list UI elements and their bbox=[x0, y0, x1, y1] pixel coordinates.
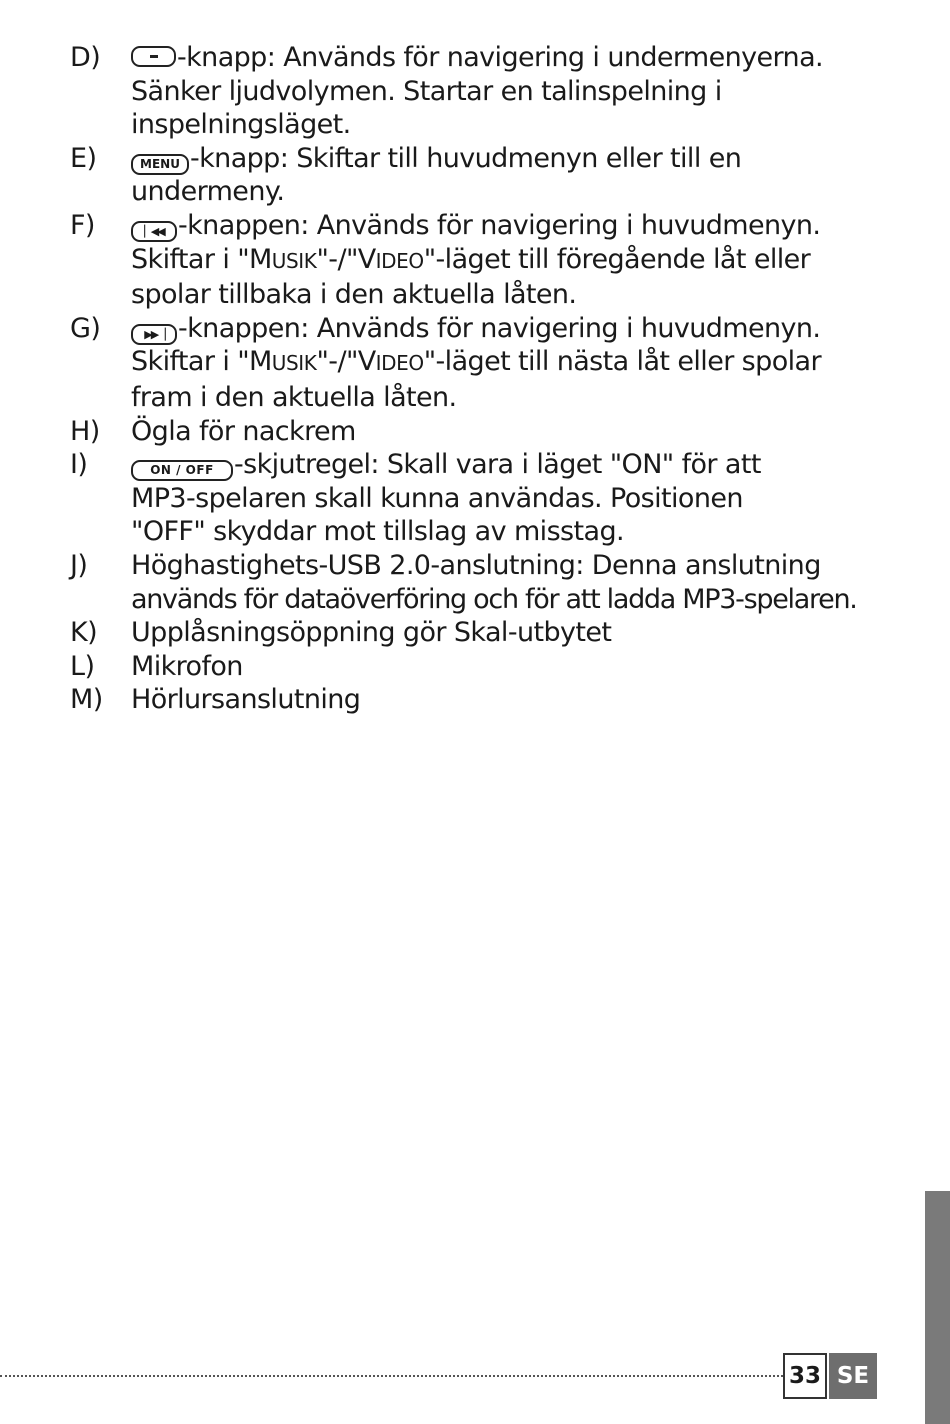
item-letter: K) bbox=[70, 617, 98, 649]
item-letter: I) bbox=[70, 449, 88, 481]
list-item-j bbox=[70, 549, 900, 616]
list-item-h bbox=[70, 415, 900, 449]
edge-thumb-tab bbox=[925, 1191, 950, 1424]
item-text: Hörlursanslutning bbox=[131, 684, 361, 716]
list-item-i bbox=[70, 448, 900, 549]
list-item-d bbox=[70, 41, 900, 142]
item-text: -knapp: Används för navigering i undermenyerna. Sänker ljudvolymen. Startar en talinspelning i inspelningsläget. bbox=[131, 42, 823, 141]
language-badge: SE bbox=[829, 1353, 877, 1399]
item-letter: H) bbox=[70, 415, 100, 447]
item-letter: L) bbox=[70, 650, 95, 682]
item-text: Upplåsningsöppning gör Skal-utbytet bbox=[131, 617, 612, 649]
item-text: Mikrofon bbox=[131, 650, 243, 682]
item-text: ▶▶▕ -knappen: Används för navigering i huvudmenyn. Skiftar i "MUSIK"-/"VIDEO"-läget till nästa låt eller spolar fram i den aktuella låten. bbox=[131, 312, 821, 413]
menu-key-icon: MENU bbox=[131, 154, 189, 175]
item-letter: J) bbox=[70, 549, 88, 581]
list-item-m bbox=[70, 683, 900, 717]
item-text: Höghastighets-USB 2.0-anslutning: Denna anslutning används för dataöverföring och för att ladda MP3-spelaren. bbox=[131, 549, 857, 615]
list-item-k bbox=[70, 616, 900, 650]
item-letter: D) bbox=[70, 42, 101, 73]
list-item-g bbox=[70, 312, 900, 415]
list-item-e bbox=[70, 142, 900, 209]
list-item-f bbox=[70, 209, 900, 312]
item-text: ▏◀◀ -knappen: Används för navigering i huvudmenyn. Skiftar i "MUSIK"-/"VIDEO"-läget till föregående låt eller spolar tillbaka i den aktuella låten. bbox=[131, 209, 821, 311]
minus-key-icon bbox=[131, 46, 176, 67]
item-letter: E) bbox=[70, 142, 97, 174]
item-text: ON / OFF -skjutregel: Skall vara i läget "ON" för att MP3-spelaren skall kunna användas. Positionen "OFF" skyddar mot tillslag av misstag. bbox=[131, 449, 761, 548]
component-list bbox=[70, 41, 900, 717]
page-number: 33 bbox=[783, 1353, 827, 1399]
item-text: Ögla för nackrem bbox=[131, 415, 356, 447]
next-track-key-icon: ▶▶▕ bbox=[131, 324, 177, 345]
previous-track-key-icon: ▏◀◀ bbox=[131, 221, 177, 242]
item-letter: M) bbox=[70, 684, 103, 716]
item-letter: F) bbox=[70, 209, 95, 241]
on-off-switch-icon: ON / OFF bbox=[131, 460, 233, 481]
item-letter: G) bbox=[70, 312, 101, 344]
footer-dotted-rule bbox=[0, 1375, 783, 1377]
item-text: MENU -knapp: Skiftar till huvudmenyn eller till en undermeny. bbox=[131, 142, 742, 208]
list-item-l bbox=[70, 650, 900, 684]
